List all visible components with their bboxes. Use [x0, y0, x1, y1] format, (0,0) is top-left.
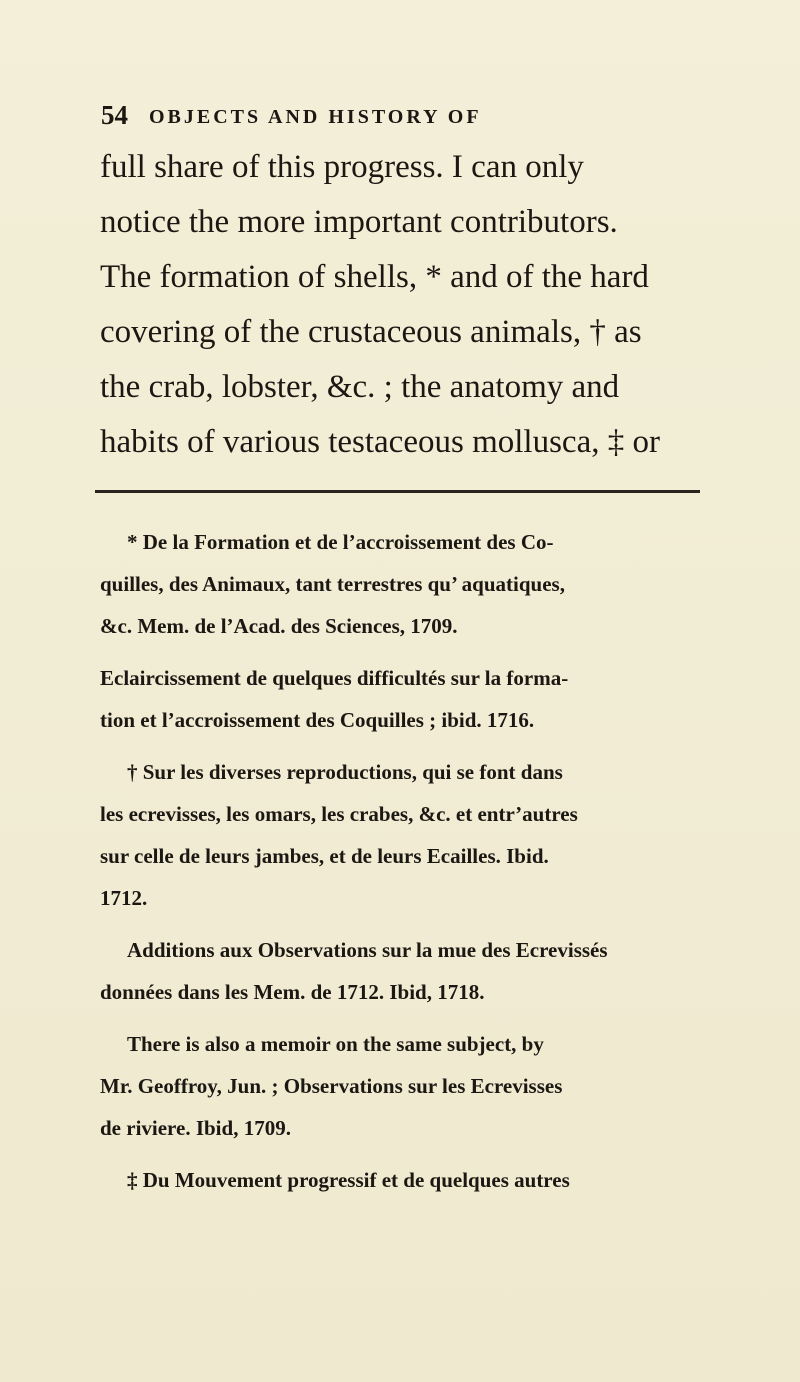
- footnote-line: Mr. Geoffroy, Jun. ; Observations sur les Ecrevisses: [100, 1074, 563, 1098]
- footnote-line: ‡ Du Mouvement progressif et de quelques autres: [127, 1168, 570, 1192]
- footnote: [100, 521, 710, 647]
- text-line: covering of the crustaceous animals, † as: [100, 314, 642, 350]
- text-line: the crab, lobster, &c. ; the anatomy and: [100, 369, 620, 405]
- text-line: habits of various testaceous mollusca, ‡ or: [100, 424, 660, 460]
- footnote: [100, 1159, 710, 1201]
- footnote-paragraph: [100, 929, 710, 1013]
- footnotes: [100, 521, 710, 1201]
- footnote-line: de riviere. Ibid, 1709.: [100, 1116, 291, 1140]
- footnote-line: tion et l’accroissement des Coquilles ; ibid. 1716.: [100, 708, 535, 732]
- footnote-line: Eclaircissement de quelques difficultés sur la forma-: [100, 666, 569, 690]
- text-line: full share of this progress. I can only: [100, 149, 584, 185]
- running-head: [101, 100, 701, 140]
- footnote: [100, 751, 710, 919]
- footnote-line: les ecrevisses, les omars, les crabes, &c. et entr’autres: [100, 802, 578, 826]
- text-line: notice the more important contributors.: [100, 204, 618, 240]
- main-text: [100, 140, 700, 470]
- footnote-line: Additions aux Observations sur la mue des Ecrevissés: [127, 938, 608, 962]
- text-line: The formation of shells, * and of the hard: [100, 259, 649, 295]
- footnote-line: quilles, des Animaux, tant terrestres qu’ aquatiques,: [100, 572, 565, 596]
- footnote-line: There is also a memoir on the same subject, by: [127, 1032, 544, 1056]
- footnote-line: † Sur les diverses reproductions, qui se font dans: [127, 760, 563, 784]
- footnote-line: * De la Formation et de l’accroissement des Co-: [127, 530, 554, 554]
- footnote-paragraph: [100, 1023, 710, 1149]
- footnote-line: sur celle de leurs jambes, et de leurs Ecailles. Ibid.: [100, 844, 549, 868]
- footnote-paragraph: [100, 657, 710, 741]
- footnote-line: &c. Mem. de l’Acad. des Sciences, 1709.: [100, 614, 458, 638]
- footnote-line: données dans les Mem. de 1712. Ibid, 1718.: [100, 980, 485, 1004]
- running-head-title: OBJECTS AND HISTORY OF: [149, 106, 482, 128]
- page-number: 54: [101, 100, 128, 130]
- footnote-line: 1712.: [100, 886, 148, 910]
- footnote-separator-rule: [95, 490, 700, 493]
